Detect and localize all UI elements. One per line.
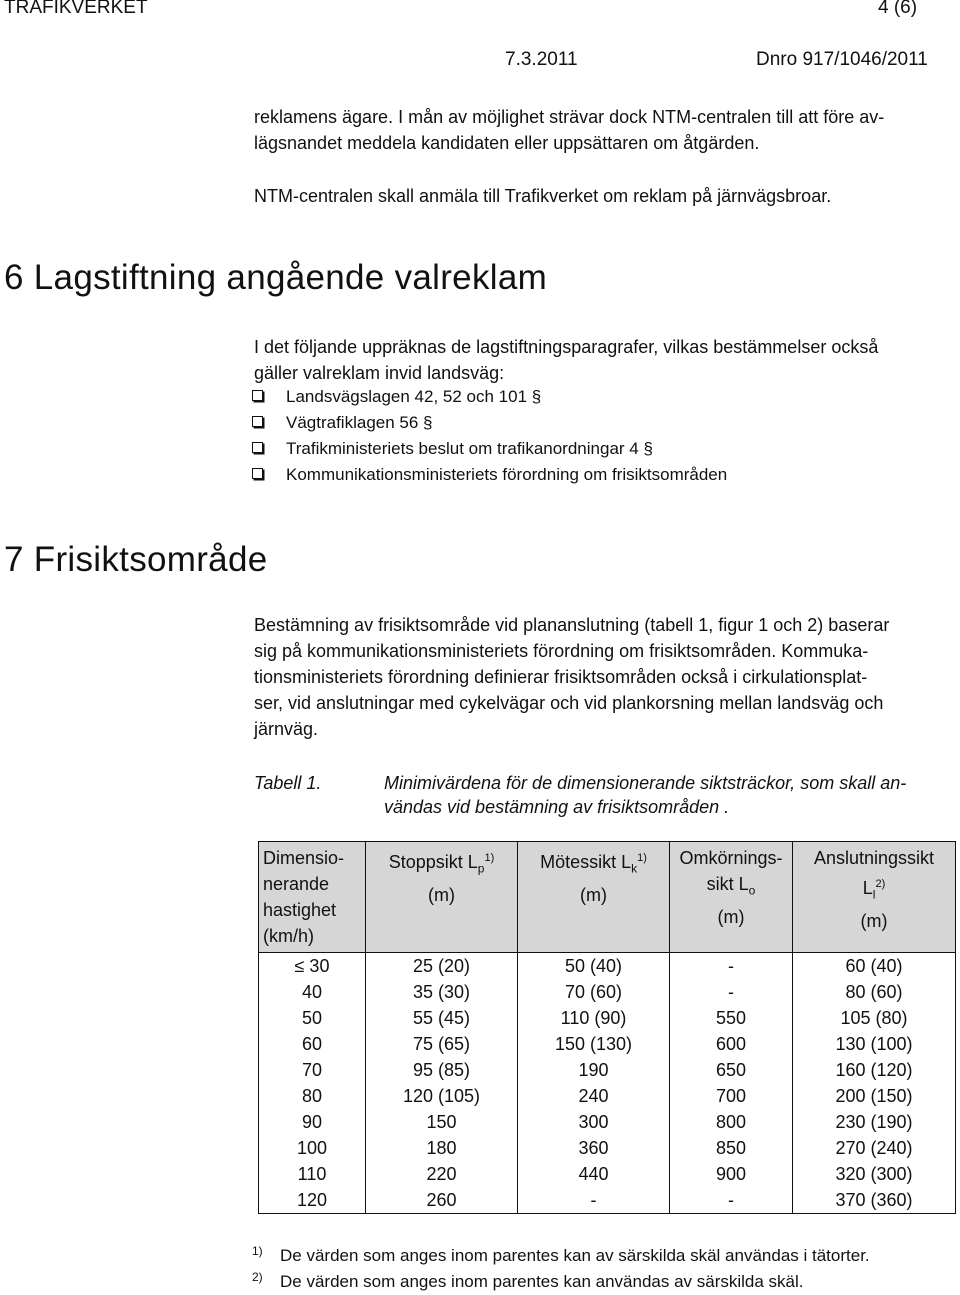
cell-junction-sight: 230 (190): [793, 1109, 956, 1135]
list-item: Vägtrafiklagen 56 §: [252, 410, 433, 436]
header-meeting-sight: Mötessikt $L_k^{1)}$ (m): [518, 842, 670, 953]
cell-stopping-sight: 220: [366, 1161, 518, 1187]
cell-stopping-sight: 150: [366, 1109, 518, 1135]
cell-stopping-sight: 120 (105): [366, 1083, 518, 1109]
list-item: Landsvägslagen 42, 52 och 101 §: [252, 384, 541, 410]
cell-overtaking-sight: 650: [670, 1057, 793, 1083]
cell-speed: 80: [259, 1083, 366, 1109]
table-caption-line-2: vändas vid bestämning av frisiktsområden .: [384, 797, 730, 817]
cell-overtaking-sight: -: [670, 953, 793, 980]
intro-line-2: lägsnandet meddela kandidaten eller uppsättaren om åtgärden.: [254, 133, 760, 153]
intro-line-3: NTM-centralen skall anmäla till Trafikverket om reklam på järnvägsbroar.: [254, 186, 832, 206]
table-row: [259, 1109, 956, 1135]
footnote-2: 2) De värden som anges inom parentes kan användas av särskilda skäl.: [252, 1270, 804, 1291]
document-date: 7.3.2011: [505, 49, 578, 70]
section-6-para-line-2: gäller valreklam invid landsväg:: [254, 363, 505, 383]
cell-speed: 90: [259, 1109, 366, 1135]
cell-meeting-sight: 300: [518, 1109, 670, 1135]
checkbox-bullet-icon: [252, 442, 263, 453]
cell-speed: ≤ 30: [259, 953, 366, 980]
table-row: [259, 1005, 956, 1031]
intro-line-1: reklamens ägare. I mån av möjlighet strävar dock NTM-centralen till att före av-: [254, 107, 885, 127]
cell-meeting-sight: -: [518, 1187, 670, 1214]
cell-overtaking-sight: 700: [670, 1083, 793, 1109]
cell-stopping-sight: 55 (45): [366, 1005, 518, 1031]
cell-junction-sight: 370 (360): [793, 1187, 956, 1214]
cell-overtaking-sight: 550: [670, 1005, 793, 1031]
section-7-heading: 7 Frisiktsområde: [4, 540, 268, 579]
header-stopping-sight: Stoppsikt $L_p^{1)}$ (m): [366, 842, 518, 953]
cell-meeting-sight: 190: [518, 1057, 670, 1083]
table-row: [259, 1031, 956, 1057]
table-caption-line-1: Minimivärdena för de dimensionerande siktsträckor, som skall an-: [384, 773, 907, 793]
cell-speed: 110: [259, 1161, 366, 1187]
table-row: [259, 1135, 956, 1161]
cell-overtaking-sight: -: [670, 979, 793, 1005]
checkbox-bullet-icon: [252, 416, 263, 427]
cell-junction-sight: 60 (40): [793, 953, 956, 980]
section-6-heading: 6 Lagstiftning angående valreklam: [4, 258, 548, 297]
cell-meeting-sight: 50 (40): [518, 953, 670, 980]
cell-junction-sight: 130 (100): [793, 1031, 956, 1057]
header-overtaking-sight: Omkörnings- sikt $L_o$ (m): [670, 842, 793, 953]
table-row: [259, 1161, 956, 1187]
table-row: [259, 1083, 956, 1109]
table-row: [259, 979, 956, 1005]
table-row: [259, 953, 956, 980]
cell-junction-sight: 105 (80): [793, 1005, 956, 1031]
cell-overtaking-sight: 600: [670, 1031, 793, 1057]
section-7-line-5: järnväg.: [254, 719, 319, 739]
section-6-para-line-1: I det följande uppräknas de lagstiftningsparagrafer, vilkas bestämmelser också: [254, 337, 879, 357]
list-item: Trafikministeriets beslut om trafikanordningar 4 §: [252, 436, 653, 462]
section-7-line-2: sig på kommunikationsministeriets förordning om frisiktsområden. Kommuka-: [254, 641, 869, 661]
cell-meeting-sight: 240: [518, 1083, 670, 1109]
table-label: Tabell 1.: [254, 773, 322, 793]
cell-speed: 100: [259, 1135, 366, 1161]
cell-meeting-sight: 110 (90): [518, 1005, 670, 1031]
document-dnro: Dnro 917/1046/2011: [756, 49, 928, 70]
cell-stopping-sight: 260: [366, 1187, 518, 1214]
cell-junction-sight: 200 (150): [793, 1083, 956, 1109]
cell-junction-sight: 270 (240): [793, 1135, 956, 1161]
section-7-line-4: ser, vid anslutningar med cykelvägar och vid plankorsning mellan landsväg och: [254, 693, 884, 713]
cell-stopping-sight: 180: [366, 1135, 518, 1161]
cell-overtaking-sight: 800: [670, 1109, 793, 1135]
organization-name: TRAFIKVERKET: [4, 0, 148, 18]
cell-stopping-sight: 25 (20): [366, 953, 518, 980]
table-header-row: [259, 842, 956, 953]
header-junction-sight: Anslutningssikt $L_l^{2)}$ (m): [793, 842, 956, 953]
cell-stopping-sight: 95 (85): [366, 1057, 518, 1083]
cell-meeting-sight: 360: [518, 1135, 670, 1161]
cell-speed: 40: [259, 979, 366, 1005]
cell-junction-sight: 80 (60): [793, 979, 956, 1005]
cell-stopping-sight: 75 (65): [366, 1031, 518, 1057]
cell-overtaking-sight: -: [670, 1187, 793, 1214]
cell-meeting-sight: 150 (130): [518, 1031, 670, 1057]
cell-overtaking-sight: 850: [670, 1135, 793, 1161]
cell-speed: 120: [259, 1187, 366, 1214]
cell-stopping-sight: 35 (30): [366, 979, 518, 1005]
footnote-1: 1) De värden som anges inom parentes kan av särskilda skäl användas i tätorter.: [252, 1244, 870, 1265]
cell-speed: 60: [259, 1031, 366, 1057]
table-row: [259, 1057, 956, 1083]
checkbox-bullet-icon: [252, 390, 263, 401]
cell-junction-sight: 160 (120): [793, 1057, 956, 1083]
list-item: Kommunikationsministeriets förordning om frisiktsområden: [252, 462, 727, 488]
cell-meeting-sight: 70 (60): [518, 979, 670, 1005]
table-row: [259, 1187, 956, 1214]
cell-speed: 70: [259, 1057, 366, 1083]
page-number: 4 (6): [878, 0, 918, 18]
cell-junction-sight: 320 (300): [793, 1161, 956, 1187]
cell-speed: 50: [259, 1005, 366, 1031]
sight-distance-table: [258, 841, 956, 1214]
cell-meeting-sight: 440: [518, 1161, 670, 1187]
section-7-line-3: tionsministeriets förordning definierar frisiktsområden också i cirkulationsplat-: [254, 667, 868, 687]
cell-overtaking-sight: 900: [670, 1161, 793, 1187]
header-speed: Dimensio- nerande hastighet (km/h): [259, 842, 366, 953]
section-7-line-1: Bestämning av frisiktsområde vid plananslutning (tabell 1, figur 1 och 2) baserar: [254, 615, 890, 635]
checkbox-bullet-icon: [252, 468, 263, 479]
